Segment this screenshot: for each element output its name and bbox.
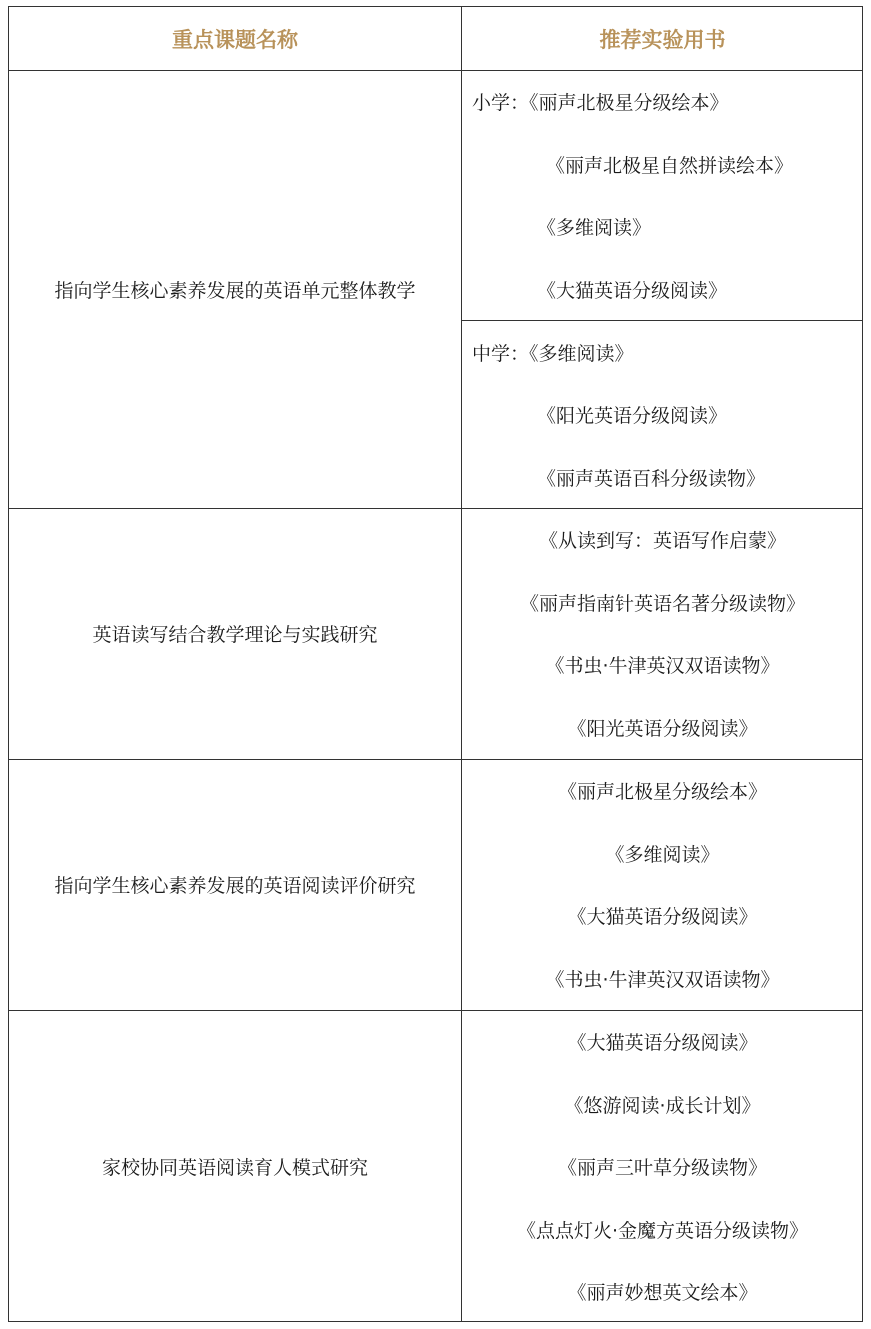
- book-item: 《点点灯火·金魔方英语分级读物》: [516, 1220, 809, 1242]
- book-item: 《丽声妙想英文绘本》: [567, 1282, 758, 1304]
- book-item: 《阳光英语分级阅读》: [567, 718, 758, 740]
- header-topic: 重点课题名称: [172, 27, 298, 52]
- book-item: 《书虫·牛津英汉双语读物》: [545, 655, 780, 677]
- book-item: 《多维阅读》: [537, 217, 652, 239]
- book-item: 《大猫英语分级阅读》: [537, 280, 728, 302]
- book-item: 《丽声英语百科分级读物》: [537, 468, 766, 490]
- topic-cell: 指向学生核心素养发展的英语阅读评价研究: [54, 875, 416, 897]
- book-item: [472, 90, 729, 116]
- book-item: 《书虫·牛津英汉双语读物》: [545, 969, 780, 991]
- book-item: 《丽声北极星自然拼读绘本》: [546, 155, 794, 177]
- book-item: 《丽声指南针英语名著分级读物》: [519, 593, 805, 615]
- book-item: 《从读到写：英语写作启蒙》: [538, 530, 786, 552]
- header-books: 推荐实验用书: [599, 27, 726, 52]
- level-label: 中学：: [472, 343, 530, 365]
- topic-cell: 指向学生核心素养发展的英语单元整体教学: [54, 279, 416, 302]
- topic-cell: 家校协同英语阅读育人模式研究: [101, 1157, 368, 1179]
- book-item: [472, 341, 634, 367]
- book-item: 《悠游阅读·成长计划》: [564, 1095, 761, 1117]
- book-item: 《大猫英语分级阅读》: [567, 1032, 758, 1054]
- book-title: 《丽声北极星分级绘本》: [529, 92, 729, 114]
- book-item: 《阳光英语分级阅读》: [537, 405, 728, 427]
- book-item: 《丽声北极星分级绘本》: [557, 781, 767, 803]
- book-item: 《丽声三叶草分级读物》: [557, 1157, 767, 1179]
- book-item: 《多维阅读》: [605, 844, 720, 866]
- row-divider: [461, 320, 862, 321]
- recommendation-table: [8, 6, 863, 1322]
- level-label: 小学：: [472, 92, 530, 114]
- topic-cell: 英语读写结合教学理论与实践研究: [92, 624, 378, 646]
- book-title: 《多维阅读》: [529, 343, 634, 365]
- book-item: 《大猫英语分级阅读》: [567, 906, 758, 928]
